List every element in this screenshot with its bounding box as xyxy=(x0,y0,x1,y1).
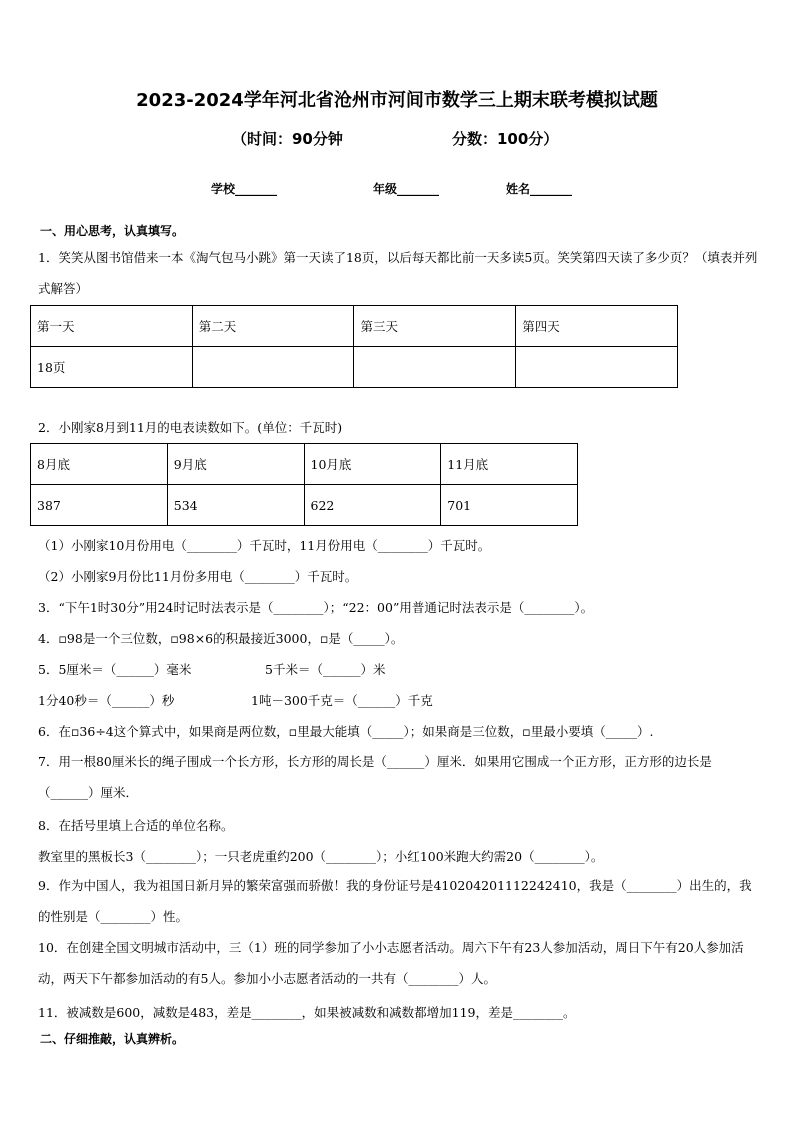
table-cell: 第二天 xyxy=(192,306,354,347)
table-cell: 11月底 xyxy=(441,444,578,485)
table-cell: 第三天 xyxy=(354,306,516,347)
school-field[interactable]: 学校_______ xyxy=(211,182,278,196)
question-2-sub-2: （2）小刚家9月份比11月份多用电（________）千瓦时。 xyxy=(38,569,358,584)
table-cell: 第四天 xyxy=(516,306,678,347)
answer-cell[interactable] xyxy=(354,347,516,388)
table-cell: 8月底 xyxy=(31,444,168,485)
question-1: 1．笑笑从图书馆借来一本《淘气包马小跳》第一天读了18页，以后每天都比前一天多读5页。笑笑第四天读了多少页？（填表并列式解答） xyxy=(38,250,758,296)
question-9: 9．作为中国人，我为祖国日新月异的繁荣富强而骄傲！我的身份证号是410204201112242410，我是（________）出生的，我的性别是（________）性。 xyxy=(38,878,752,924)
table-row xyxy=(31,485,578,526)
question-7: 7．用一根80厘米长的绳子围成一个长方形，长方形的周长是（______）厘米．如果用它围成一个正方形，正方形的边长是（______）厘米． xyxy=(38,754,712,800)
table-cell: 9月底 xyxy=(167,444,304,485)
table-cell: 701 xyxy=(441,485,578,526)
question-5-d: 1吨－300千克＝（______）千克 xyxy=(251,693,433,708)
question-4: 4．▫98是一个三位数，▫98×6的积最接近3000，▫是（_____）。 xyxy=(38,631,404,646)
page-title: 2023-2024学年河北省沧州市河间市数学三上期末联考模拟试题 xyxy=(136,90,658,111)
table-cell: 10月底 xyxy=(304,444,441,485)
answer-cell[interactable] xyxy=(192,347,354,388)
section-1-title: 一、用心思考，认真填写。 xyxy=(40,224,185,238)
exam-time: （时间：90分钟 xyxy=(232,130,343,148)
answer-cell[interactable] xyxy=(516,347,678,388)
question-2: 2．小刚家8月到11月的电表读数如下。(单位：千瓦时) xyxy=(38,420,343,435)
table-row xyxy=(31,347,678,388)
question-11: 11．被减数是600，减数是483，差是________，如果被减数和减数都增加119，差是________。 xyxy=(38,1005,576,1020)
table-header-row xyxy=(31,444,578,485)
grade-field[interactable]: 年级_______ xyxy=(373,182,440,196)
question-2-sub-1: （1）小刚家10月份用电（________）千瓦时，11月份用电（________）千瓦时。 xyxy=(38,538,491,553)
table-cell: 第一天 xyxy=(31,306,193,347)
section-2-title: 二、仔细推敲，认真辨析。 xyxy=(40,1032,185,1046)
name-field[interactable]: 姓名_______ xyxy=(506,182,573,196)
question-2-table xyxy=(30,443,578,526)
question-10: 10．在创建全国文明城市活动中，三（1）班的同学参加了小小志愿者活动。周六下午有23人参加活动，周日下午有20人参加活动，两天下午都参加活动的有5人。参加小小志愿者活动的一共有（________）人。 xyxy=(38,940,744,986)
exam-score: 分数：100分） xyxy=(452,130,559,148)
table-cell: 18页 xyxy=(31,347,193,388)
question-5-c: 1分40秒＝（______）秒 xyxy=(38,693,175,708)
question-6: 6．在▫36÷4这个算式中，如果商是两位数，▫里最大能填（_____）；如果商是三位数，▫里最小要填（_____）. xyxy=(38,724,654,739)
question-8: 8．在括号里填上合适的单位名称。 xyxy=(38,818,234,833)
question-5-b: 5千米＝（______）米 xyxy=(265,662,386,677)
table-cell: 534 xyxy=(167,485,304,526)
question-3: 3．“下午1时30分”用24时记时法表示是（________）；“22：00”用普通记时法表示是（________）。 xyxy=(38,600,594,615)
question-5-a: 5．5厘米＝（______）毫米 xyxy=(38,662,192,677)
question-1-table xyxy=(30,305,678,388)
table-cell: 387 xyxy=(31,485,168,526)
question-8-sub: 教室里的黑板长3（________）；一只老虎重约200（________）；小红100米跑大约需20（________）。 xyxy=(38,849,604,864)
table-header-row xyxy=(31,306,678,347)
table-cell: 622 xyxy=(304,485,441,526)
